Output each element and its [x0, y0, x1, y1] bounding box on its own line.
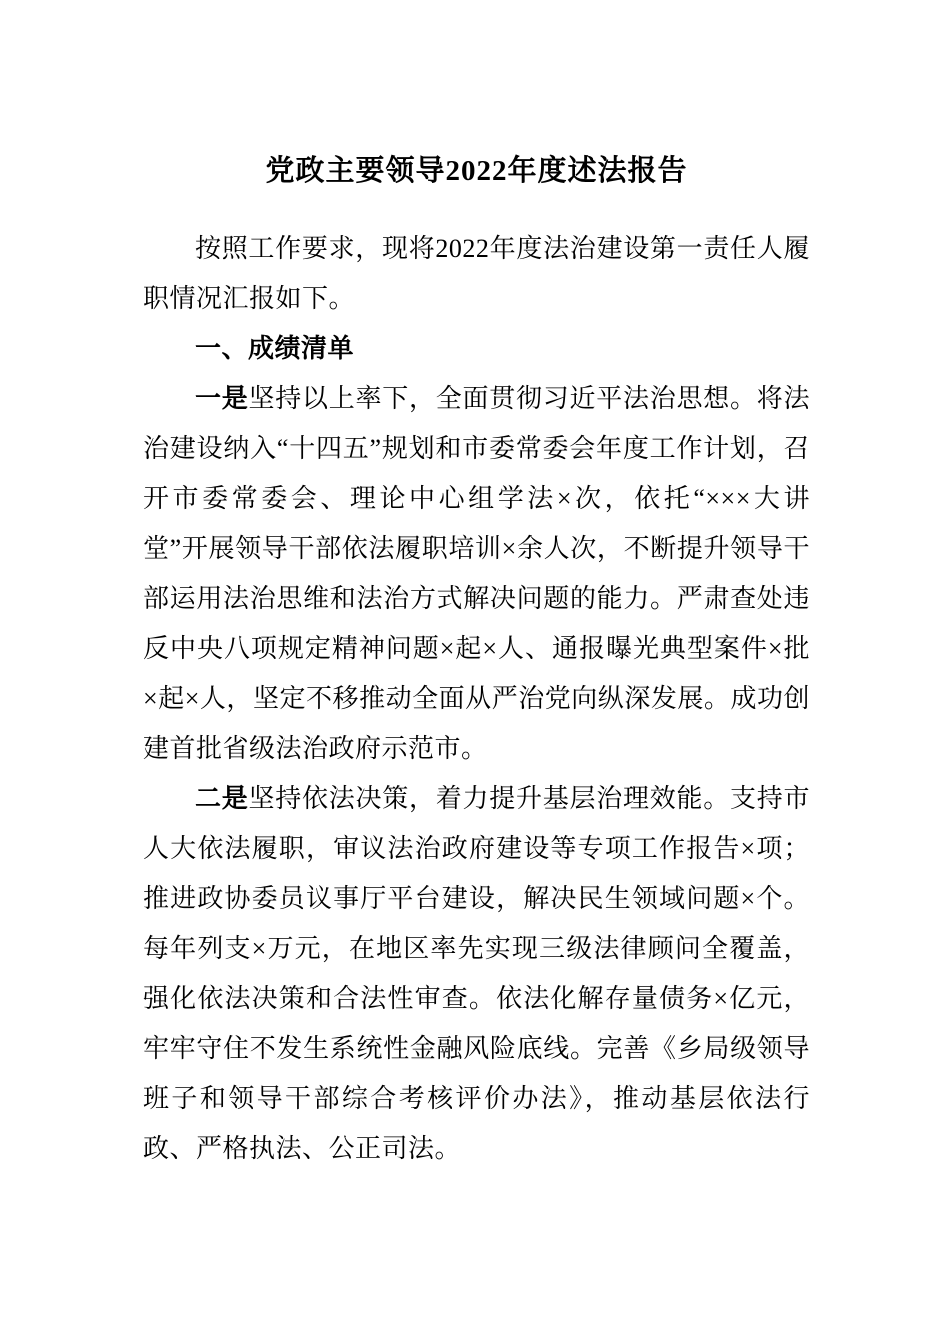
- intro-paragraph: 按照工作要求，现将2022年度法治建设第一责任人履职情况汇报如下。: [143, 234, 810, 313]
- paragraph-lead-first: 一是: [195, 384, 249, 413]
- paragraph-lead-second: 二是: [195, 784, 249, 813]
- document-title: 党政主要领导2022年度述法报告: [265, 155, 688, 187]
- paragraph-text-first: 坚持以上率下，全面贯彻习近平法治思想。将法治建设纳入“十四五”规划和市委常委会年度工作计划，召开市委常委会、理论中心组学法×次，依托“×××大讲堂”开展领导干部依法履职培训×余人次，不断提升领导干部运用法治思维和法治方式解决问题的能力。严肃查处违反中央八项规定精神问题×起×人、通报曝光典型案件×批×起×人，坚定不移推动全面从严治党向纵深发展。成功创建首批省级法治政府示范市。: [143, 384, 810, 763]
- section-heading-achievements: 一、成绩清单: [195, 334, 355, 363]
- paragraph-text-second: 坚持依法决策，着力提升基层治理效能。支持市人大依法履职，审议法治政府建设等专项工作报告×项；推进政协委员议事厅平台建设，解决民生领域问题×个。每年列支×万元，在地区率先实现三级法律顾问全覆盖，强化依法决策和合法性审查。依法化解存量债务×亿元，牢牢守住不发生系统性金融风险底线。完善《乡局级领导班子和领导干部综合考核评价办法》，推动基层依法行政、严格执法、公正司法。: [143, 784, 810, 1163]
- body-paragraph-second: [143, 774, 810, 1174]
- body-paragraph-first: [143, 374, 810, 774]
